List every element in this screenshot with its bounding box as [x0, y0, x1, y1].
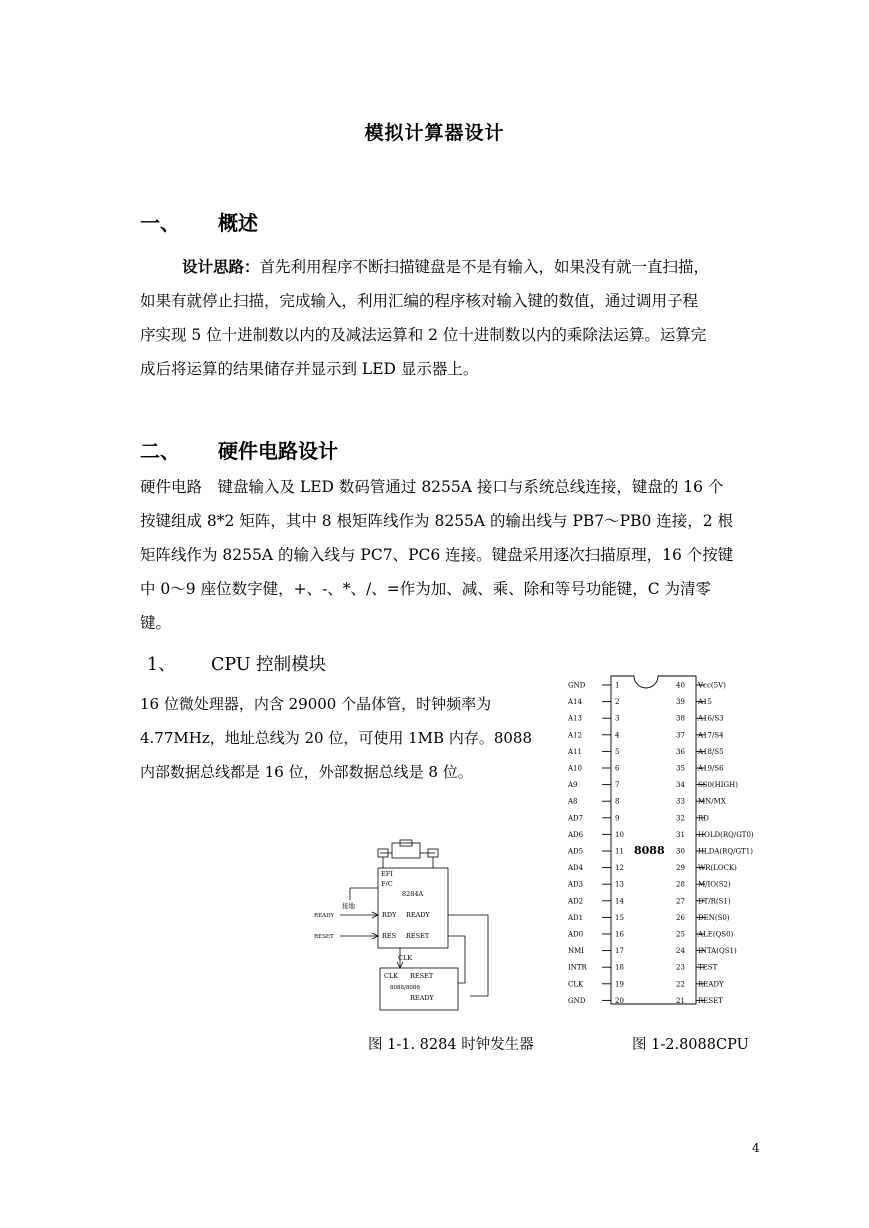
right-pin-number: 29: [676, 864, 685, 873]
right-pin-number: 37: [676, 731, 685, 740]
right-pin-label: SS0(HIGH): [698, 781, 738, 790]
paragraph-line: 如果有就停止扫描，完成输入，利用汇编的程序核对输入键的数值，通过调用子程: [140, 292, 699, 310]
left-pin-label: AD7: [568, 814, 584, 823]
right-pin-number: 24: [676, 947, 685, 956]
section-heading-hardware: [140, 435, 338, 464]
left-pin-number: 14: [615, 897, 624, 906]
right-pin-label: A16/S3: [698, 714, 724, 723]
left-pin-label: A12: [568, 731, 582, 740]
left-pin-label: AD6: [568, 830, 584, 839]
page-number: 4: [752, 1141, 760, 1155]
cpu-paragraph: [140, 687, 560, 789]
right-pin-label: HLDA(RQ/GT1): [698, 847, 753, 856]
left-pin-number: 3: [615, 714, 620, 723]
right-pin-label: Vcc(5V): [698, 681, 726, 690]
pin-fc: F/C: [381, 880, 393, 888]
left-pin-label: AD4: [568, 864, 584, 873]
section-number: 二、: [140, 439, 180, 463]
left-pin-label: AD5: [568, 847, 584, 856]
right-pin-label: A18/S5: [698, 747, 724, 756]
ready-input-label: READY: [314, 913, 335, 919]
right-pin-number: 26: [676, 913, 685, 922]
pin-res: RES: [382, 932, 397, 940]
left-pin-number: 12: [615, 864, 624, 873]
left-pin-label: AD2: [568, 897, 584, 906]
cpu-ready: READY: [410, 994, 434, 1002]
cpu-clk: CLK: [384, 972, 399, 980]
left-pin-label: CLK: [568, 980, 584, 989]
clock-generator-diagram: [310, 838, 500, 1013]
left-pin-label: AD3: [568, 880, 584, 889]
left-pin-number: 2: [615, 698, 620, 707]
section-number: 一、: [140, 211, 180, 235]
cpu-reset: RESET: [410, 972, 434, 980]
right-pin-number: 35: [676, 764, 685, 773]
chip-name: 8284A: [402, 890, 424, 898]
paragraph-line: 成后将运算的结果储存并显示到 LED 显示器上。: [140, 360, 479, 378]
left-pin-label: A10: [568, 764, 582, 773]
paragraph-line: 16 位微处理器，内含 29000 个晶体管，时钟频率为: [140, 695, 492, 713]
left-pin-label: A14: [568, 698, 582, 707]
right-pin-number: 30: [676, 847, 685, 856]
figure-caption-8088: 图 1-2.8088CPU: [632, 1037, 749, 1053]
left-pin-number: 4: [615, 731, 620, 740]
right-pin-label: A19/S6: [698, 764, 724, 773]
left-pin-number: 13: [615, 880, 624, 889]
right-pin-number: 36: [676, 747, 685, 756]
paragraph-line: 4.77MHz，地址总线为 20 位，可使用 1MB 内存。8088: [140, 729, 533, 747]
left-pin-number: 6: [615, 764, 620, 773]
hardware-paragraph: [140, 470, 765, 640]
lead-label: 设计思路：: [182, 258, 260, 276]
left-pin-number: 9: [615, 814, 620, 823]
left-pin-number: 18: [615, 963, 624, 972]
reset-input-label: RESET: [314, 934, 334, 940]
right-pin-number: 28: [676, 880, 685, 889]
right-pin-label: WR(LOCK): [698, 864, 737, 873]
left-pin-label: GND: [568, 681, 586, 690]
subsection-title: CPU 控制模块: [211, 655, 327, 675]
subsection-heading-cpu: [147, 651, 326, 676]
right-pin-number: 27: [676, 897, 685, 906]
right-pin-number: 34: [676, 781, 685, 790]
left-pin-number: 11: [615, 847, 624, 856]
left-pin-number: 17: [615, 947, 624, 956]
right-pin-number: 31: [676, 830, 685, 839]
left-pin-label: A13: [568, 714, 582, 723]
right-pin-label: RD: [698, 814, 709, 823]
left-pin-label: AD0: [568, 930, 584, 939]
left-pin-label: A8: [568, 797, 578, 806]
left-pin-number: 5: [615, 747, 620, 756]
section-heading-overview: [140, 207, 258, 236]
right-pin-number: 22: [676, 980, 685, 989]
left-pin-label: GND: [568, 996, 586, 1005]
right-pin-label: A15: [698, 698, 712, 707]
paragraph-line: 首先利用程序不断扫描键盘是不是有输入，如果没有就一直扫描，: [259, 258, 710, 276]
right-pin-number: 39: [676, 698, 685, 707]
pin-reset: RESET: [406, 932, 430, 940]
paragraph-line: 按键组成 8*2 矩阵，其中 8 根矩阵线作为 8255A 的输出线与 PB7～PB0 连接，2 根: [140, 512, 734, 530]
right-pin-label: A17/S4: [698, 731, 724, 740]
cpu-name: 8088/8086: [390, 985, 420, 991]
right-pin-number: 21: [676, 996, 685, 1005]
paragraph-line: 内部数据总线都是 16 位，外部数据总线是 8 位。: [140, 763, 473, 781]
right-pin-label: TEST: [698, 963, 718, 972]
left-pin-number: 16: [615, 930, 624, 939]
right-pin-label: ALE(QS0): [698, 930, 734, 939]
left-pin-label: INTR: [568, 963, 587, 972]
right-pin-label: MN/MX: [698, 797, 726, 806]
paragraph-line: 中 0～9 座位数字健，+、-、*、/、=作为加、减、乘、除和等号功能键，C 为清零: [140, 580, 712, 598]
left-pin-number: 10: [615, 830, 624, 839]
right-pin-label: INTA(QS1): [698, 947, 737, 956]
page-title: 模拟计算器设计: [364, 122, 505, 144]
pin-ready: READY: [406, 911, 430, 919]
paragraph-line: 序实现 5 位十进制数以内的及减法运算和 2 位十进制数以内的乘除法运算。运算完: [140, 326, 707, 344]
right-pin-label: HOLD(RQ/GT0): [698, 830, 754, 839]
pin-clk: CLK: [398, 954, 413, 962]
left-pin-label: AD1: [568, 913, 584, 922]
cpu-pinout-diagram: [566, 672, 766, 1012]
left-pin-label: A11: [568, 747, 582, 756]
left-pin-number: 1: [615, 681, 620, 690]
right-pin-number: 33: [676, 797, 685, 806]
right-pin-label: DEN(S0): [698, 913, 730, 922]
left-pin-label: NMI: [568, 947, 585, 956]
right-pin-label: READY: [698, 980, 724, 989]
paragraph-line: 键。: [140, 614, 172, 632]
left-pin-number: 20: [615, 996, 624, 1005]
left-pin-number: 7: [615, 781, 620, 790]
chip-label: 8088: [634, 844, 665, 857]
left-pin-number: 8: [615, 797, 620, 806]
pin-rdy: RDY: [382, 911, 397, 919]
left-pin-label: A9: [568, 781, 578, 790]
subsection-number: 1、: [147, 655, 176, 675]
figure-caption-8284: 图 1-1. 8284 时钟发生器: [368, 1037, 534, 1053]
section-title: 硬件电路设计: [218, 439, 338, 463]
right-pin-label: RESET: [698, 996, 723, 1005]
left-pin-number: 19: [615, 980, 624, 989]
right-pin-number: 40: [676, 681, 685, 690]
paragraph-line: 硬件电路 键盘输入及 LED 数码管通过 8255A 接口与系统总线连接，键盘的 16 个: [140, 478, 724, 496]
right-pin-number: 25: [676, 930, 685, 939]
right-pin-number: 23: [676, 963, 685, 972]
right-pin-number: 38: [676, 714, 685, 723]
right-pin-label: M/IO(S2): [698, 880, 731, 889]
right-pin-number: 32: [676, 814, 685, 823]
overview-paragraph: [140, 250, 760, 386]
ground-label: 接地: [342, 902, 355, 910]
section-title: 概述: [218, 211, 258, 235]
paragraph-line: 矩阵线作为 8255A 的输入线与 PC7、PC6 连接。键盘采用逐次扫描原理，16 个按键: [140, 546, 734, 564]
pin-efi: EFI: [381, 870, 393, 878]
right-pin-label: DT/R(S1): [698, 897, 731, 906]
left-pin-number: 15: [615, 913, 624, 922]
